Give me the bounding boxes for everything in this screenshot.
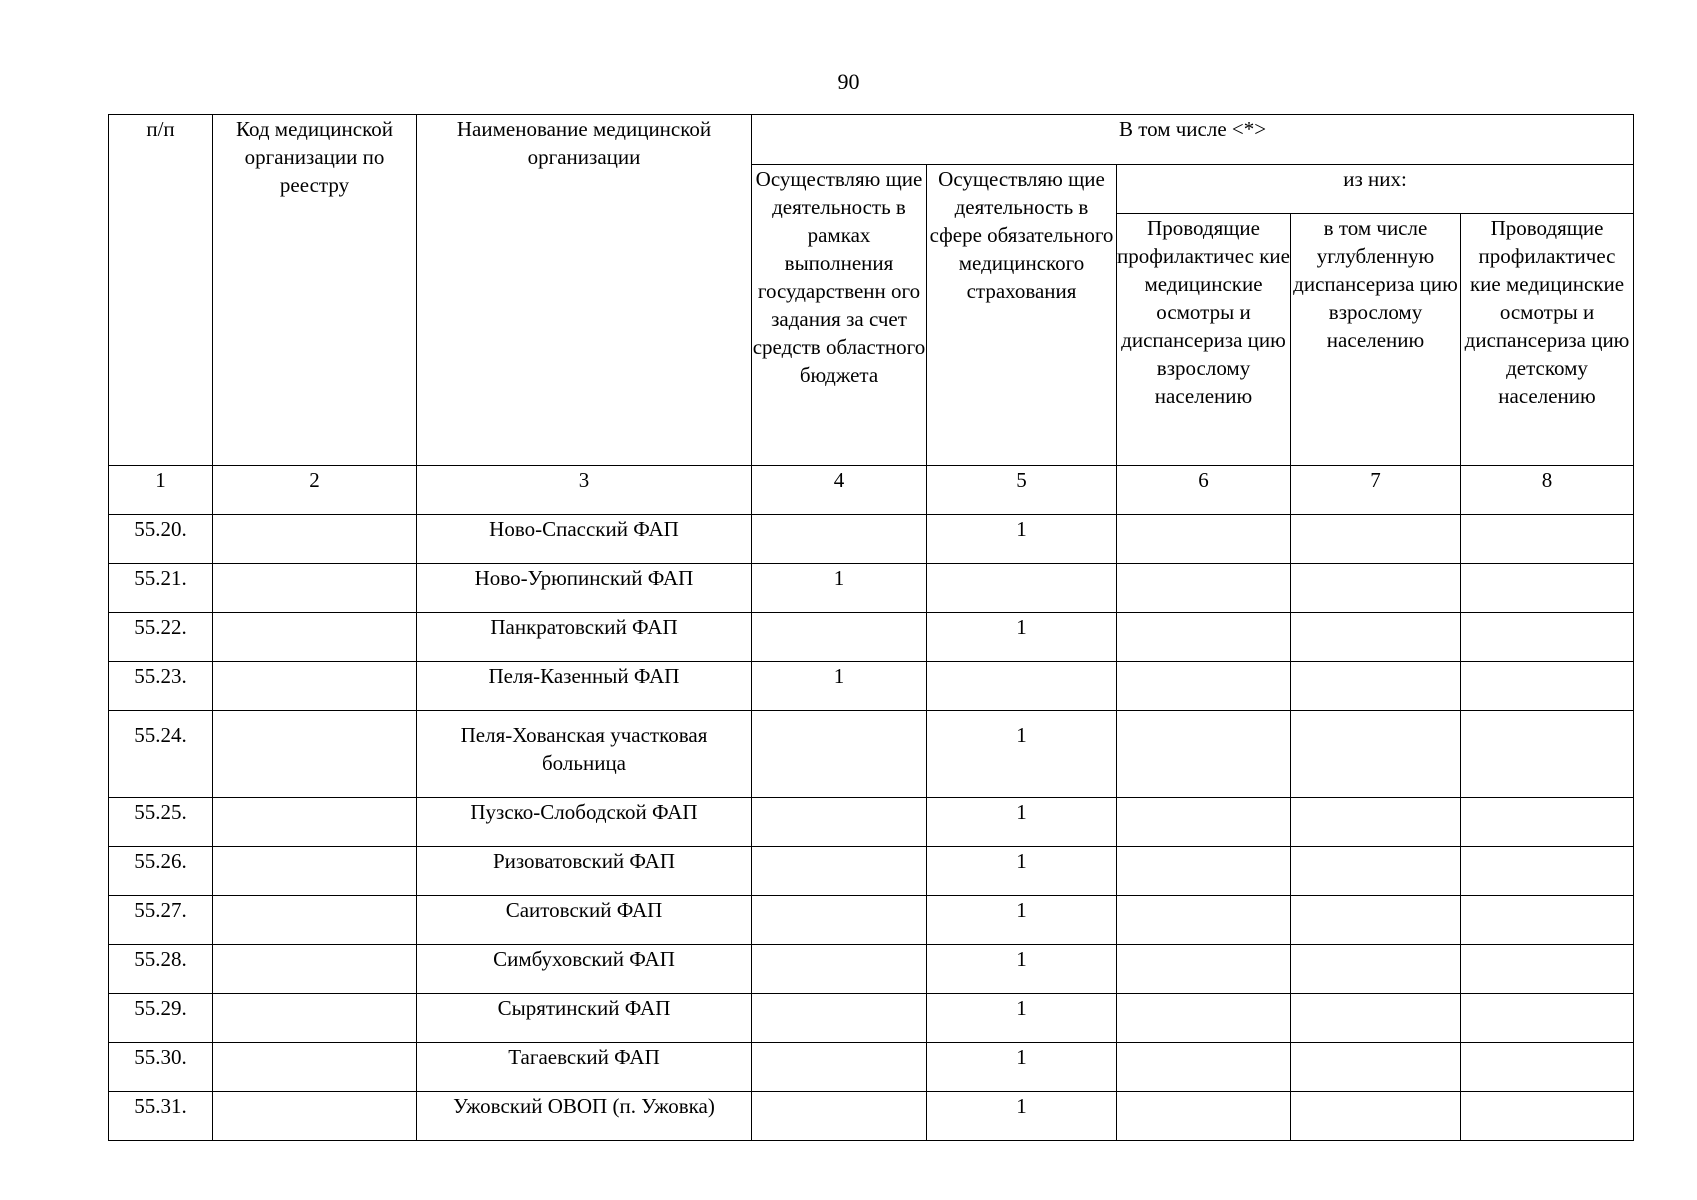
adult-checkup-flag xyxy=(1117,1043,1291,1092)
state-task-flag: 1 xyxy=(752,662,927,711)
org-code xyxy=(213,945,417,994)
deep-checkup-flag xyxy=(1291,896,1461,945)
child-checkup-flag xyxy=(1461,711,1634,798)
state-task-flag xyxy=(752,994,927,1043)
header-col-3: Наименование медицинской организации xyxy=(417,115,752,466)
org-code xyxy=(213,564,417,613)
table-row xyxy=(109,1043,1634,1092)
column-number: 5 xyxy=(927,466,1117,515)
deep-checkup-flag xyxy=(1291,1092,1461,1141)
oms-flag: 1 xyxy=(927,896,1117,945)
page-number: 90 xyxy=(837,69,860,94)
org-name: Тагаевский ФАП xyxy=(417,1043,752,1092)
org-name: Ризоватовский ФАП xyxy=(417,847,752,896)
table-row xyxy=(109,564,1634,613)
header-col-5: Осуществляю щие деятельность в сфере обязательного медицинского страхования xyxy=(927,165,1117,466)
adult-checkup-flag xyxy=(1117,896,1291,945)
child-checkup-flag xyxy=(1461,564,1634,613)
deep-checkup-flag xyxy=(1291,1043,1461,1092)
org-code xyxy=(213,896,417,945)
org-name: Ужовский ОВОП (п. Ужовка) xyxy=(417,1092,752,1141)
child-checkup-flag xyxy=(1461,662,1634,711)
deep-checkup-flag xyxy=(1291,994,1461,1043)
column-number: 6 xyxy=(1117,466,1291,515)
org-code xyxy=(213,515,417,564)
org-name: Сырятинский ФАП xyxy=(417,994,752,1043)
org-name: Пузско-Слободской ФАП xyxy=(417,798,752,847)
state-task-flag xyxy=(752,613,927,662)
state-task-flag xyxy=(752,896,927,945)
state-task-flag xyxy=(752,711,927,798)
adult-checkup-flag xyxy=(1117,662,1291,711)
column-number: 2 xyxy=(213,466,417,515)
org-name: Пеля-Хованская участковая больница xyxy=(417,711,752,798)
row-number: 55.23. xyxy=(109,662,213,711)
row-number: 55.24. xyxy=(109,711,213,798)
row-number: 55.21. xyxy=(109,564,213,613)
row-number: 55.26. xyxy=(109,847,213,896)
org-name: Саитовский ФАП xyxy=(417,896,752,945)
org-code xyxy=(213,994,417,1043)
oms-flag: 1 xyxy=(927,613,1117,662)
org-code xyxy=(213,1043,417,1092)
org-name: Ново-Урюпинский ФАП xyxy=(417,564,752,613)
org-name: Пеля-Казенный ФАП xyxy=(417,662,752,711)
header-col-6: Проводящие профилактичес кие медицинские осмотры и диспансериза цию взрослому населению xyxy=(1117,214,1291,466)
header-col-8: Проводящие профилактичес кие медицинские осмотры и диспансериза цию детскому населению xyxy=(1461,214,1634,466)
column-number: 1 xyxy=(109,466,213,515)
oms-flag: 1 xyxy=(927,1043,1117,1092)
column-number: 4 xyxy=(752,466,927,515)
column-number-row xyxy=(109,466,1634,515)
state-task-flag xyxy=(752,1043,927,1092)
oms-flag: 1 xyxy=(927,711,1117,798)
state-task-flag: 1 xyxy=(752,564,927,613)
adult-checkup-flag xyxy=(1117,564,1291,613)
state-task-flag xyxy=(752,798,927,847)
table-row xyxy=(109,613,1634,662)
org-name: Панкратовский ФАП xyxy=(417,613,752,662)
row-number: 55.22. xyxy=(109,613,213,662)
oms-flag xyxy=(927,564,1117,613)
deep-checkup-flag xyxy=(1291,662,1461,711)
child-checkup-flag xyxy=(1461,847,1634,896)
org-name: Симбуховский ФАП xyxy=(417,945,752,994)
oms-flag: 1 xyxy=(927,515,1117,564)
deep-checkup-flag xyxy=(1291,613,1461,662)
oms-flag: 1 xyxy=(927,1092,1117,1141)
state-task-flag xyxy=(752,515,927,564)
column-number: 7 xyxy=(1291,466,1461,515)
table-row xyxy=(109,1092,1634,1141)
header-col-7: в том числе углубленную диспансериза цию взрослому населению xyxy=(1291,214,1461,466)
row-number: 55.30. xyxy=(109,1043,213,1092)
deep-checkup-flag xyxy=(1291,847,1461,896)
org-code xyxy=(213,662,417,711)
row-number: 55.27. xyxy=(109,896,213,945)
child-checkup-flag xyxy=(1461,1092,1634,1141)
adult-checkup-flag xyxy=(1117,515,1291,564)
table-row xyxy=(109,847,1634,896)
header-col-1: п/п xyxy=(109,115,213,466)
oms-flag xyxy=(927,662,1117,711)
deep-checkup-flag xyxy=(1291,711,1461,798)
table-row xyxy=(109,896,1634,945)
row-number: 55.31. xyxy=(109,1092,213,1141)
org-code xyxy=(213,847,417,896)
org-name: Ново-Спасский ФАП xyxy=(417,515,752,564)
oms-flag: 1 xyxy=(927,994,1117,1043)
org-code xyxy=(213,711,417,798)
deep-checkup-flag xyxy=(1291,515,1461,564)
child-checkup-flag xyxy=(1461,896,1634,945)
oms-flag: 1 xyxy=(927,798,1117,847)
header-group-including: В том числе <*> xyxy=(752,115,1634,165)
table-row xyxy=(109,945,1634,994)
oms-flag: 1 xyxy=(927,945,1117,994)
child-checkup-flag xyxy=(1461,613,1634,662)
adult-checkup-flag xyxy=(1117,945,1291,994)
table-row xyxy=(109,798,1634,847)
child-checkup-flag xyxy=(1461,994,1634,1043)
adult-checkup-flag xyxy=(1117,711,1291,798)
table-row xyxy=(109,515,1634,564)
adult-checkup-flag xyxy=(1117,847,1291,896)
table-row xyxy=(109,662,1634,711)
header-col-2: Код медицинской организации по реестру xyxy=(213,115,417,466)
child-checkup-flag xyxy=(1461,798,1634,847)
column-number: 8 xyxy=(1461,466,1634,515)
child-checkup-flag xyxy=(1461,1043,1634,1092)
child-checkup-flag xyxy=(1461,945,1634,994)
org-code xyxy=(213,1092,417,1141)
org-code xyxy=(213,613,417,662)
adult-checkup-flag xyxy=(1117,613,1291,662)
deep-checkup-flag xyxy=(1291,798,1461,847)
column-number: 3 xyxy=(417,466,752,515)
header-subgroup-of-them: из них: xyxy=(1117,165,1634,214)
header-col-4: Осуществляю щие деятельность в рамках выполнения государственн ого задания за счет средств областного бюджета xyxy=(752,165,927,466)
table-row xyxy=(109,711,1634,798)
state-task-flag xyxy=(752,945,927,994)
row-number: 55.20. xyxy=(109,515,213,564)
state-task-flag xyxy=(752,847,927,896)
deep-checkup-flag xyxy=(1291,564,1461,613)
deep-checkup-flag xyxy=(1291,945,1461,994)
row-number: 55.25. xyxy=(109,798,213,847)
row-number: 55.29. xyxy=(109,994,213,1043)
oms-flag: 1 xyxy=(927,847,1117,896)
adult-checkup-flag xyxy=(1117,798,1291,847)
row-number: 55.28. xyxy=(109,945,213,994)
registry-table xyxy=(108,114,1634,1141)
child-checkup-flag xyxy=(1461,515,1634,564)
table-row xyxy=(109,994,1634,1043)
org-code xyxy=(213,798,417,847)
state-task-flag xyxy=(752,1092,927,1141)
adult-checkup-flag xyxy=(1117,994,1291,1043)
adult-checkup-flag xyxy=(1117,1092,1291,1141)
